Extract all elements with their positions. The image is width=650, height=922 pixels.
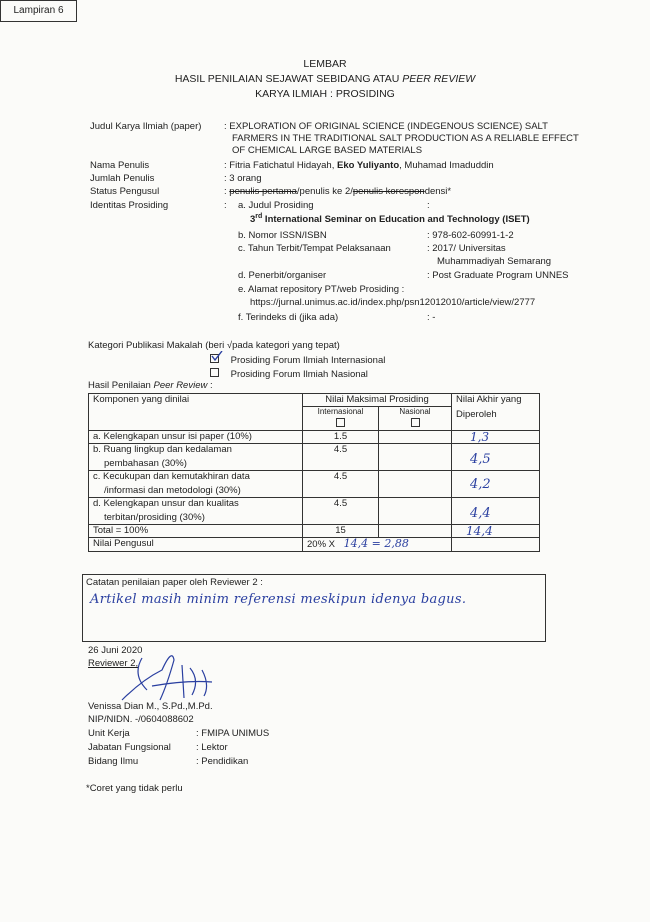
- row-b-komponen: [89, 444, 303, 471]
- judul-value-3: OF CHEMICAL LARGE BASED MATERIALS: [232, 145, 423, 156]
- nilai-empty: [452, 538, 540, 552]
- row-a-score: 1,3: [452, 431, 540, 444]
- row-d-max: 4.5: [303, 498, 379, 525]
- penulis-suffix: , Muhamad Imaduddin: [399, 160, 494, 171]
- prosiding-a-colon: :: [427, 200, 430, 211]
- header-line-3: KARYA ILMIAH : PROSIDING: [255, 88, 395, 100]
- row-c-komponen-1: c. Kecukupan dan kemutakhiran data: [93, 471, 250, 482]
- header-internasional: [303, 407, 379, 431]
- prosiding-f-label: f. Terindeks di (jika ada): [238, 312, 339, 323]
- prosiding-b-label: b. Nomor ISSN/ISBN: [238, 230, 327, 241]
- header-internasional-label: Internasional: [317, 407, 364, 416]
- prosiding-a-sup: rd: [255, 213, 263, 220]
- prosiding-a-label: a. Judul Prosiding: [238, 200, 314, 211]
- hasil-title: [88, 380, 213, 391]
- status-strike-2: penulis korespon: [352, 186, 425, 197]
- prosiding-c-value-1: : 2017/ Universitas: [427, 243, 506, 254]
- catatan-label: Catatan penilaian paper oleh Reviewer 2 :: [86, 577, 263, 588]
- nilai-formula-hand: 14,4 = 2,88: [343, 537, 409, 550]
- row-c-komponen-2: /informasi dan metodologi (30%): [104, 485, 241, 496]
- table-row: [89, 498, 540, 525]
- table-row-total: [89, 525, 540, 538]
- prosiding-d-value: : Post Graduate Program UNNES: [427, 270, 569, 281]
- total-max: 15: [303, 525, 379, 538]
- row-c-score: 4,2: [452, 471, 540, 498]
- penulis-label: Nama Penulis: [90, 160, 150, 171]
- table-row: [89, 471, 540, 498]
- identitas-label: Identitas Prosiding: [90, 200, 169, 211]
- row-a-nasional: [379, 431, 452, 444]
- hasil-title-prefix: Hasil Penilaian: [88, 380, 151, 391]
- kategori-title: Kategori Publikasi Makalah (beri √pada kategori yang tepat): [88, 340, 340, 351]
- row-d-score: 4,4: [452, 498, 540, 525]
- jumlah-label: Jumlah Penulis: [90, 173, 155, 184]
- penulis-prefix: : Fitria Fatichatul Hidayah,: [224, 160, 335, 171]
- unit-label: Unit Kerja: [88, 728, 130, 739]
- review-date: 26 Juni 2020: [88, 645, 143, 656]
- signature-icon: [112, 640, 222, 706]
- catatan-text: Artikel masih minim referensi meskipun idenya bagus.: [90, 592, 467, 607]
- reviewer-nip: NIP/NIDN. -/0604088602: [88, 714, 194, 725]
- header-nasional-label: Nasional: [399, 407, 431, 416]
- kategori-option-1-label: Prosiding Forum Ilmiah Internasional: [230, 355, 386, 366]
- status-strike-1: penulis pertama: [229, 186, 297, 197]
- header-nilai-akhir-2: Diperoleh: [456, 409, 497, 420]
- judul-label: Judul Karya Ilmiah (paper): [90, 121, 202, 132]
- status-mid: /penulis ke 2/: [296, 186, 353, 197]
- header-line-2: [0, 73, 650, 85]
- row-d-komponen-2: terbitan/prosiding (30%): [104, 512, 205, 523]
- header-line-1: LEMBAR: [303, 58, 347, 70]
- checkbox-internasional-icon: [336, 418, 345, 427]
- header-nilai-akhir-1: Nilai Akhir yang: [456, 394, 522, 405]
- header-nilai-maksimal: Nilai Maksimal Prosiding: [303, 394, 452, 407]
- total-label: Total = 100%: [89, 525, 303, 538]
- kategori-option-1[interactable]: [210, 353, 385, 366]
- header-line-2-italic: PEER REVIEW: [402, 73, 476, 85]
- hasil-title-suffix: :: [209, 380, 213, 391]
- nilai-formula-text: 20% X: [307, 539, 335, 550]
- status-end: densi*: [424, 186, 452, 197]
- prosiding-e-value: https://jurnal.unimus.ac.id/index.php/psn12012010/article/view/2777: [250, 297, 536, 308]
- table-row: [89, 431, 540, 444]
- row-b-komponen-2: pembahasan (30%): [104, 458, 187, 469]
- row-b-score: 4,5: [452, 444, 540, 471]
- header-line-2-prefix: HASIL PENILAIAN SEJAWAT SEBIDANG ATAU: [174, 73, 400, 85]
- penulis-bold: Eko Yuliyanto: [337, 160, 400, 171]
- status-value: [224, 186, 451, 197]
- judul-value-1: : EXPLORATION OF ORIGINAL SCIENCE (INDEGENOUS SCIENCE) SALT: [224, 121, 548, 132]
- checkbox-nasional-icon: [411, 418, 420, 427]
- table-row-nilai: [89, 538, 540, 552]
- row-b-nasional: [379, 444, 452, 471]
- checkbox-empty-icon[interactable]: [210, 368, 219, 377]
- identitas-colon: :: [224, 200, 227, 211]
- prosiding-a-ordinal: 3: [250, 214, 256, 226]
- row-d-komponen: [89, 498, 303, 525]
- kategori-option-2-label: Prosiding Forum Ilmiah Nasional: [230, 369, 368, 380]
- bidang-value: : Pendidikan: [196, 756, 249, 767]
- header-komponen: Komponen yang dinilai: [89, 394, 303, 431]
- status-label: Status Pengusul: [90, 186, 160, 197]
- prosiding-e-label: e. Alamat repository PT/web Prosiding :: [238, 284, 405, 295]
- jabatan-label: Jabatan Fungsional: [88, 742, 171, 753]
- reviewer-name: Venissa Dian M., S.Pd.,M.Pd.: [88, 701, 213, 712]
- jabatan-value: : Lektor: [196, 742, 228, 753]
- row-c-max: 4.5: [303, 471, 379, 498]
- judul-value-2: FARMERS IN THE TRADITIONAL SALT PRODUCTION AS A RELIABLE EFFECT: [232, 133, 579, 144]
- row-b-max: 4.5: [303, 444, 379, 471]
- footnote: *Coret yang tidak perlu: [86, 783, 183, 794]
- total-nasional: [379, 525, 452, 538]
- prosiding-c-value-2: Muhammadiyah Semarang: [437, 256, 552, 267]
- header-nilai-akhir: [452, 394, 540, 431]
- bidang-label: Bidang Ilmu: [88, 756, 139, 767]
- prosiding-b-value: : 978-602-60991-1-2: [427, 230, 514, 241]
- lampiran-label: Lampiran 6: [0, 0, 77, 22]
- nilai-formula: [303, 538, 452, 552]
- row-a-komponen: a. Kelengkapan unsur isi paper (10%): [89, 431, 303, 444]
- row-b-komponen-1: b. Ruang lingkup dan kedalaman: [93, 444, 232, 455]
- nilai-label: Nilai Pengusul: [89, 538, 303, 552]
- prosiding-a-value: [250, 213, 530, 225]
- row-c-nasional: [379, 471, 452, 498]
- checkmark-icon: [211, 351, 223, 362]
- row-a-max: 1.5: [303, 431, 379, 444]
- row-c-komponen: [89, 471, 303, 498]
- prosiding-f-value: : -: [427, 312, 436, 323]
- kategori-option-2[interactable]: [210, 367, 368, 380]
- row-d-komponen-1: d. Kelengkapan unsur dan kualitas: [93, 498, 239, 509]
- total-score: 14,4: [452, 525, 540, 538]
- unit-value: : FMIPA UNIMUS: [196, 728, 270, 739]
- prosiding-d-label: d. Penerbit/organiser: [238, 270, 327, 281]
- status-colon: :: [224, 186, 230, 197]
- prosiding-a-title: International Seminar on Education and Technology (ISET): [262, 214, 530, 226]
- reviewer-role: Reviewer 2,: [88, 658, 139, 669]
- checkbox-checked-icon[interactable]: [210, 354, 219, 363]
- header-nasional: [379, 407, 452, 431]
- table-row: [89, 444, 540, 471]
- penulis-value: [224, 160, 494, 171]
- score-table: [88, 393, 540, 552]
- prosiding-c-label: c. Tahun Terbit/Tempat Pelaksanaan: [238, 243, 391, 254]
- hasil-title-italic: Peer Review: [153, 380, 208, 391]
- jumlah-value: : 3 orang: [224, 173, 262, 184]
- table-header-row: [89, 394, 540, 407]
- row-d-nasional: [379, 498, 452, 525]
